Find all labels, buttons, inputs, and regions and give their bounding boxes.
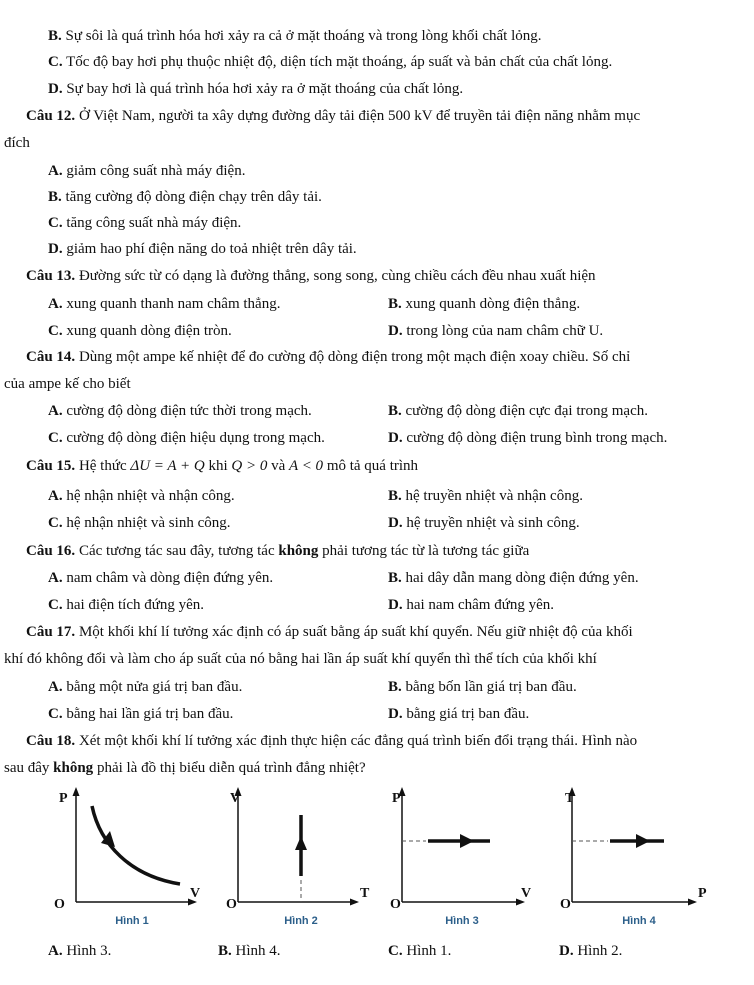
q15-option-d — [388, 513, 580, 533]
option-text: hai nam châm đứng yên. — [402, 597, 555, 613]
option-text: Sự sôi là quá trình hóa hơi xảy ra cả ở mặt thoáng và trong lòng khối chất lỏng. — [61, 28, 542, 44]
q18-option-c — [388, 941, 451, 961]
q13-option-d — [388, 321, 603, 341]
q12-option-d — [48, 239, 357, 259]
option-text: Hình 2. — [573, 943, 623, 959]
option-text: giảm hao phí điện năng do toả nhiệt trên dây tải. — [62, 241, 357, 257]
option-text: giảm công suất nhà máy điện. — [62, 163, 246, 179]
question-label: Câu 15. — [26, 458, 76, 474]
option-letter: C. — [388, 943, 403, 959]
option-letter: B. — [48, 28, 62, 44]
option-letter: B. — [388, 296, 402, 312]
q13-option-a — [48, 294, 280, 314]
q13-stem — [26, 266, 596, 286]
option-letter: C. — [48, 706, 63, 722]
question-text: khí đó không đổi và làm cho áp suất của nó bằng hai lần áp suất khí quyển thì thể tích của khối khí — [4, 651, 597, 667]
q17-option-a — [48, 677, 242, 697]
option-letter: C. — [48, 515, 63, 531]
x-axis-arrow — [688, 899, 697, 906]
option-text: trong lòng của nam châm chữ U. — [402, 323, 604, 339]
question-label: Câu 14. — [26, 349, 76, 365]
option-letter: C. — [48, 215, 63, 231]
figure-3 — [386, 782, 546, 932]
option-letter: D. — [388, 323, 403, 339]
option-letter: D. — [388, 706, 403, 722]
figure-caption: Hình 4 — [622, 915, 656, 927]
y-axis-label: P — [392, 791, 401, 806]
option-text: nam châm và dòng điện đứng yên. — [62, 570, 274, 586]
option-text: hệ truyền nhiệt và nhận công. — [401, 488, 583, 504]
q12-stem — [26, 106, 640, 126]
q17-option-b — [388, 677, 577, 697]
option-letter: A. — [48, 488, 63, 504]
origin-label: O — [54, 897, 65, 912]
q12-option-b — [48, 187, 322, 207]
q17-option-d — [388, 704, 529, 724]
process-arrow — [460, 834, 474, 848]
option-letter: D. — [48, 241, 63, 257]
origin-label: O — [226, 897, 237, 912]
option-text: bằng bốn lần giá trị ban đầu. — [401, 679, 577, 695]
q15-option-a — [48, 486, 235, 506]
option-text: hệ truyền nhiệt và sinh công. — [402, 515, 580, 531]
option-text: hệ nhận nhiệt và sinh công. — [62, 515, 231, 531]
q16-option-c — [48, 595, 204, 615]
option-text: cường độ dòng điện tức thời trong mạch. — [62, 403, 312, 419]
option-text: Tốc độ bay hơi phụ thuộc nhiệt độ, diện tích mặt thoáng, áp suất và bản chất của chất lỏng. — [62, 54, 613, 70]
q17-stem — [26, 622, 633, 642]
q14-stem — [26, 347, 630, 367]
option-letter: A. — [48, 403, 63, 419]
question-label: Câu 13. — [26, 268, 76, 284]
q18-option-a — [48, 941, 111, 961]
q13-option-b — [388, 294, 580, 314]
option-text: xung quanh dòng điện tròn. — [62, 323, 232, 339]
figure-2 — [222, 782, 382, 932]
option-letter: B. — [388, 679, 402, 695]
figure-1 — [50, 782, 220, 932]
question-text: sau đây — [4, 760, 54, 776]
option-letter: A. — [48, 163, 63, 179]
figure-caption: Hình 2 — [284, 915, 318, 927]
question-text: và — [267, 458, 290, 474]
y-axis-arrow — [73, 787, 80, 796]
option-text: Hình 3. — [62, 943, 112, 959]
question-text: Hệ thức — [75, 458, 131, 474]
option-letter: B. — [48, 189, 62, 205]
q18-option-b — [218, 941, 281, 961]
q12-option-c — [48, 213, 241, 233]
x-axis-label: V — [190, 886, 201, 901]
question-text: mô tả quá trình — [323, 458, 419, 474]
q16-stem — [26, 541, 529, 561]
y-axis-label: T — [565, 791, 575, 806]
q15-stem — [26, 456, 418, 476]
option-text: hệ nhận nhiệt và nhận công. — [62, 488, 235, 504]
option-letter: D. — [48, 81, 63, 97]
question-text: Xét một khối khí lí tưởng xác định thực hiện các đẳng quá trình biến đổi trạng thái. Hình nào — [75, 733, 638, 749]
x-axis-label: P — [698, 886, 707, 901]
option-text: bằng hai lần giá trị ban đầu. — [62, 706, 234, 722]
question-label: Câu 16. — [26, 543, 76, 559]
option-text: Hình 1. — [402, 943, 452, 959]
q11-option-d — [48, 79, 463, 99]
option-text: Sự bay hơi là quá trình hóa hơi xảy ra ở mặt thoáng của chất lỏng. — [62, 81, 464, 97]
option-letter: C. — [48, 597, 63, 613]
option-text: cường độ dòng điện cực đại trong mạch. — [401, 403, 648, 419]
option-text: cường độ dòng điện hiệu dụng trong mạch. — [62, 430, 325, 446]
option-letter: A. — [48, 296, 63, 312]
option-letter: C. — [48, 54, 63, 70]
option-text: xung quanh thanh nam châm thẳng. — [62, 296, 281, 312]
q16-option-d — [388, 595, 554, 615]
question-text: khi — [204, 458, 232, 474]
formula: A < 0 — [289, 458, 324, 474]
origin-label: O — [390, 897, 401, 912]
q15-option-b — [388, 486, 583, 506]
option-letter: C. — [48, 323, 63, 339]
question-text: Đường sức từ có dạng là đường thẳng, song song, cùng chiều cách đều nhau xuất hiện — [75, 268, 596, 284]
q18-option-d — [559, 941, 622, 961]
option-text: hai dây dẫn mang dòng điện đứng yên. — [401, 570, 639, 586]
option-letter: B. — [388, 570, 402, 586]
q18-stem-cont — [4, 758, 366, 778]
y-axis-label: V — [230, 791, 241, 806]
q14-option-a — [48, 401, 312, 421]
figure-4 — [556, 782, 726, 932]
option-letter: D. — [559, 943, 574, 959]
emphasis: không — [53, 760, 94, 776]
q14-option-c — [48, 428, 325, 448]
option-letter: A. — [48, 679, 63, 695]
origin-label: O — [560, 897, 571, 912]
option-text: tăng công suất nhà máy điện. — [62, 215, 242, 231]
figure-caption: Hình 3 — [445, 915, 479, 927]
y-axis-label: P — [59, 791, 68, 806]
option-text: bằng giá trị ban đầu. — [402, 706, 530, 722]
q14-option-d — [388, 428, 667, 448]
question-text: phải là đồ thị biểu diễn quá trình đẳng nhiệt? — [93, 760, 366, 776]
question-label: Câu 12. — [26, 108, 76, 124]
option-text: hai điện tích đứng yên. — [62, 597, 205, 613]
q14-stem-cont — [4, 374, 131, 394]
x-axis-arrow — [350, 899, 359, 906]
option-letter: D. — [388, 515, 403, 531]
emphasis: không — [278, 543, 319, 559]
option-letter: B. — [218, 943, 232, 959]
option-letter: D. — [388, 597, 403, 613]
q13-option-c — [48, 321, 232, 341]
q12-stem-cont — [4, 133, 30, 153]
question-text: Các tương tác sau đây, tương tác — [75, 543, 279, 559]
x-axis-label: V — [521, 886, 532, 901]
question-text: Dùng một ampe kế nhiệt để đo cường độ dòng điện trong một mạch điện xoay chiều. Số chỉ — [75, 349, 631, 365]
option-letter: A. — [48, 943, 63, 959]
x-axis-label: T — [360, 886, 370, 901]
option-text: tăng cường độ dòng điện chạy trên dây tải. — [61, 189, 322, 205]
q11-option-c — [48, 52, 612, 72]
question-label: Câu 17. — [26, 624, 76, 640]
option-letter: D. — [388, 430, 403, 446]
question-text: phải tương tác từ là tương tác giữa — [318, 543, 530, 559]
option-letter: C. — [48, 430, 63, 446]
q16-option-a — [48, 568, 273, 588]
question-label: Câu 18. — [26, 733, 76, 749]
question-text: của ampe kế cho biết — [4, 376, 131, 392]
q17-stem-cont — [4, 649, 597, 669]
q17-option-c — [48, 704, 233, 724]
option-text: xung quanh dòng điện thẳng. — [401, 296, 581, 312]
option-letter: A. — [48, 570, 63, 586]
question-text: Một khối khí lí tưởng xác định có áp suất bằng áp suất khí quyển. Nếu giữ nhiệt độ của khối — [75, 624, 633, 640]
q15-option-c — [48, 513, 230, 533]
q16-option-b — [388, 568, 639, 588]
isotherm-curve — [92, 806, 180, 884]
q12-option-a — [48, 161, 245, 181]
option-letter: B. — [388, 403, 402, 419]
formula: Q > 0 — [231, 458, 268, 474]
process-arrow — [636, 834, 650, 848]
figure-caption: Hình 1 — [115, 915, 149, 927]
formula: ΔU = A + Q — [130, 458, 205, 474]
q18-stem — [26, 731, 637, 751]
option-letter: B. — [388, 488, 402, 504]
process-arrow — [295, 836, 307, 850]
option-text: cường độ dòng điện trung bình trong mạch. — [402, 430, 668, 446]
q11-option-b — [48, 26, 542, 46]
option-text: bằng một nửa giá trị ban đầu. — [62, 679, 243, 695]
q14-option-b — [388, 401, 648, 421]
question-text: Ở Việt Nam, người ta xây dựng đường dây tải điện 500 kV để truyền tải điện năng nhằm mục — [75, 108, 641, 124]
option-text: Hình 4. — [231, 943, 281, 959]
question-text: đích — [4, 135, 30, 151]
